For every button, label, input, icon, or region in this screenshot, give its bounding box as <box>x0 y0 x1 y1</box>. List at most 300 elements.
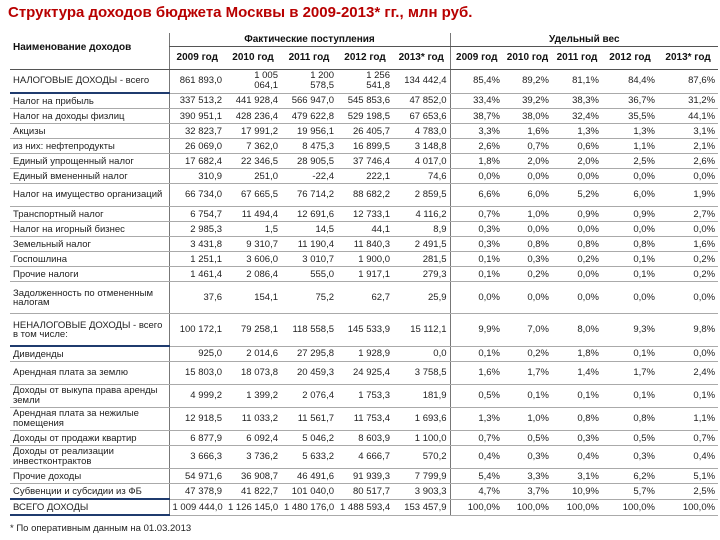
table-row <box>10 267 718 282</box>
actual-value-cell: 25,9 <box>393 282 450 314</box>
share-value-cell: 1,7% <box>602 362 658 385</box>
table-row <box>10 237 718 252</box>
row-label: Прочие доходы <box>10 469 169 484</box>
actual-value-cell: 79 258,1 <box>225 314 281 347</box>
share-value-cell: 1,9% <box>658 184 718 207</box>
share-value-cell: 0,0% <box>450 282 503 314</box>
share-value-cell: 0,0% <box>503 222 552 237</box>
actual-value-cell: 0,0 <box>393 346 450 362</box>
actual-value-cell: 46 491,6 <box>281 469 337 484</box>
actual-value-cell: 16 899,5 <box>337 139 393 154</box>
actual-value-cell: 6 754,7 <box>169 207 225 222</box>
row-label: Земельный налог <box>10 237 169 252</box>
share-value-cell: 81,1% <box>552 70 602 94</box>
budget-table <box>10 33 718 516</box>
actual-value-cell: 7 799,9 <box>393 469 450 484</box>
actual-value-cell: 1 693,6 <box>393 408 450 431</box>
actual-value-cell: 2 086,4 <box>225 267 281 282</box>
actual-value-cell: 337 513,2 <box>169 93 225 109</box>
actual-value-cell: 15 112,1 <box>393 314 450 347</box>
actual-value-cell: 11 033,2 <box>225 408 281 431</box>
table-row <box>10 499 718 515</box>
share-value-cell: 0,8% <box>552 408 602 431</box>
actual-value-cell: 80 517,7 <box>337 484 393 500</box>
table-row <box>10 252 718 267</box>
share-value-cell: 44,1% <box>658 109 718 124</box>
share-value-cell: 3,1% <box>658 124 718 139</box>
actual-value-cell: 11 840,3 <box>337 237 393 252</box>
actual-value-cell: 44,1 <box>337 222 393 237</box>
actual-value-cell: -22,4 <box>281 169 337 184</box>
share-value-cell: 2,5% <box>602 154 658 169</box>
actual-value-cell: 5 046,2 <box>281 431 337 446</box>
share-group-header: Удельный вес <box>450 33 718 47</box>
share-value-cell: 0,0% <box>503 282 552 314</box>
share-value-cell: 0,4% <box>552 446 602 469</box>
actual-value-cell: 3 758,5 <box>393 362 450 385</box>
share-value-cell: 1,7% <box>503 362 552 385</box>
share-value-cell: 10,9% <box>552 484 602 500</box>
share-value-cell: 0,0% <box>658 222 718 237</box>
share-value-cell: 0,0% <box>602 282 658 314</box>
actual-value-cell: 118 558,5 <box>281 314 337 347</box>
share-value-cell: 2,0% <box>503 154 552 169</box>
share-value-cell: 0,3% <box>503 446 552 469</box>
share-value-cell: 1,0% <box>503 207 552 222</box>
actual-value-cell: 925,0 <box>169 346 225 362</box>
actual-group-header: Фактические поступления <box>169 33 450 47</box>
actual-value-cell: 47 378,9 <box>169 484 225 500</box>
actual-value-cell: 54 971,6 <box>169 469 225 484</box>
share-value-cell: 0,7% <box>503 139 552 154</box>
row-label: Арендная плата за нежилые помещения <box>10 408 169 431</box>
actual-value-cell: 2 014,6 <box>225 346 281 362</box>
share-value-cell: 9,8% <box>658 314 718 347</box>
actual-value-cell: 222,1 <box>337 169 393 184</box>
actual-value-cell: 6 092,4 <box>225 431 281 446</box>
share-value-cell: 38,7% <box>450 109 503 124</box>
share-value-cell: 3,3% <box>450 124 503 139</box>
actual-value-cell: 12 691,6 <box>281 207 337 222</box>
actual-value-cell: 26 405,7 <box>337 124 393 139</box>
actual-value-cell: 134 442,4 <box>393 70 450 94</box>
share-value-cell: 0,2% <box>658 267 718 282</box>
share-value-cell: 35,5% <box>602 109 658 124</box>
table-row <box>10 154 718 169</box>
share-value-cell: 0,7% <box>450 207 503 222</box>
actual-value-cell: 1 461,4 <box>169 267 225 282</box>
actual-value-cell: 1 100,0 <box>393 431 450 446</box>
share-value-cell: 2,6% <box>450 139 503 154</box>
actual-value-cell: 41 822,7 <box>225 484 281 500</box>
table-row <box>10 385 718 408</box>
share-value-cell: 0,8% <box>503 237 552 252</box>
actual-value-cell: 27 295,8 <box>281 346 337 362</box>
actual-value-cell: 310,9 <box>169 169 225 184</box>
table-row <box>10 222 718 237</box>
share-value-cell: 6,2% <box>602 469 658 484</box>
actual-value-cell: 4 999,2 <box>169 385 225 408</box>
actual-value-cell: 7 362,0 <box>225 139 281 154</box>
actual-value-cell: 8,9 <box>393 222 450 237</box>
actual-value-cell: 281,5 <box>393 252 450 267</box>
share-value-cell: 4,7% <box>450 484 503 500</box>
share-value-cell: 100,0% <box>552 499 602 515</box>
table-row <box>10 139 718 154</box>
share-value-cell: 0,0% <box>552 282 602 314</box>
actual-value-cell: 101 040,0 <box>281 484 337 500</box>
actual-value-cell: 100 172,1 <box>169 314 225 347</box>
row-label: Госпошлина <box>10 252 169 267</box>
share-value-cell: 0,1% <box>503 385 552 408</box>
actual-value-cell: 154,1 <box>225 282 281 314</box>
share-value-cell: 0,2% <box>503 346 552 362</box>
share-value-cell: 6,0% <box>503 184 552 207</box>
row-label: ВСЕГО ДОХОДЫ <box>10 499 169 515</box>
table-row <box>10 469 718 484</box>
actual-value-cell: 2 985,3 <box>169 222 225 237</box>
row-label: Доходы от реализации инвестконтрактов <box>10 446 169 469</box>
actual-value-cell: 1 251,1 <box>169 252 225 267</box>
actual-year-header: 2011 год <box>281 47 337 70</box>
actual-value-cell: 1 005 064,1 <box>225 70 281 94</box>
actual-value-cell: 566 947,0 <box>281 93 337 109</box>
actual-value-cell: 4 783,0 <box>393 124 450 139</box>
share-value-cell: 89,2% <box>503 70 552 94</box>
row-label: Арендная плата за землю <box>10 362 169 385</box>
actual-value-cell: 861 893,0 <box>169 70 225 94</box>
share-value-cell: 0,3% <box>503 252 552 267</box>
share-value-cell: 5,1% <box>658 469 718 484</box>
share-value-cell: 0,3% <box>450 237 503 252</box>
actual-value-cell: 91 939,3 <box>337 469 393 484</box>
actual-value-cell: 12 918,5 <box>169 408 225 431</box>
actual-value-cell: 3 903,3 <box>393 484 450 500</box>
row-label: из них: нефтепродукты <box>10 139 169 154</box>
share-value-cell: 0,1% <box>602 267 658 282</box>
row-label: Налог на прибыль <box>10 93 169 109</box>
share-value-cell: 5,2% <box>552 184 602 207</box>
row-label: Прочие налоги <box>10 267 169 282</box>
share-value-cell: 0,3% <box>552 431 602 446</box>
actual-value-cell: 20 459,3 <box>281 362 337 385</box>
actual-value-cell: 1 200 578,5 <box>281 70 337 94</box>
actual-value-cell: 62,7 <box>337 282 393 314</box>
share-value-cell: 31,2% <box>658 93 718 109</box>
table-row <box>10 207 718 222</box>
actual-value-cell: 1,5 <box>225 222 281 237</box>
share-value-cell: 0,0% <box>658 346 718 362</box>
share-value-cell: 7,0% <box>503 314 552 347</box>
actual-value-cell: 11 190,4 <box>281 237 337 252</box>
share-value-cell: 0,9% <box>552 207 602 222</box>
share-year-header: 2012 год <box>602 47 658 70</box>
share-value-cell: 0,0% <box>503 169 552 184</box>
share-value-cell: 0,0% <box>602 222 658 237</box>
row-label: Доходы от выкупа права аренды земли <box>10 385 169 408</box>
table-row <box>10 93 718 109</box>
actual-value-cell: 279,3 <box>393 267 450 282</box>
share-value-cell: 6,0% <box>602 184 658 207</box>
share-value-cell: 0,0% <box>658 282 718 314</box>
share-value-cell: 0,0% <box>602 169 658 184</box>
actual-value-cell: 251,0 <box>225 169 281 184</box>
share-value-cell: 3,7% <box>503 484 552 500</box>
share-value-cell: 87,6% <box>658 70 718 94</box>
actual-value-cell: 1 928,9 <box>337 346 393 362</box>
share-value-cell: 0,0% <box>552 222 602 237</box>
actual-value-cell: 11 561,7 <box>281 408 337 431</box>
actual-value-cell: 3 148,8 <box>393 139 450 154</box>
actual-year-header: 2009 год <box>169 47 225 70</box>
table-row <box>10 169 718 184</box>
row-label: НАЛОГОВЫЕ ДОХОДЫ - всего <box>10 70 169 94</box>
share-value-cell: 32,4% <box>552 109 602 124</box>
share-value-cell: 39,2% <box>503 93 552 109</box>
table-row <box>10 408 718 431</box>
row-label: Налог на имущество организаций <box>10 184 169 207</box>
actual-value-cell: 14,5 <box>281 222 337 237</box>
share-value-cell: 0,8% <box>602 408 658 431</box>
share-value-cell: 0,1% <box>450 252 503 267</box>
actual-value-cell: 19 956,1 <box>281 124 337 139</box>
actual-value-cell: 17 682,4 <box>169 154 225 169</box>
share-value-cell: 0,0% <box>552 169 602 184</box>
actual-value-cell: 555,0 <box>281 267 337 282</box>
page-title: Структура доходов бюджета Москвы в 2009-2013* гг., млн руб. <box>8 4 473 21</box>
table-row <box>10 446 718 469</box>
share-value-cell: 0,1% <box>602 385 658 408</box>
actual-value-cell: 28 905,5 <box>281 154 337 169</box>
table-row <box>10 484 718 500</box>
actual-value-cell: 1 900,0 <box>337 252 393 267</box>
actual-value-cell: 32 823,7 <box>169 124 225 139</box>
row-label: Единый вмененный налог <box>10 169 169 184</box>
table-row <box>10 282 718 314</box>
share-value-cell: 0,8% <box>552 237 602 252</box>
share-value-cell: 0,3% <box>450 222 503 237</box>
share-value-cell: 0,7% <box>450 431 503 446</box>
share-value-cell: 2,1% <box>658 139 718 154</box>
actual-value-cell: 145 533,9 <box>337 314 393 347</box>
share-value-cell: 0,1% <box>602 252 658 267</box>
share-value-cell: 9,9% <box>450 314 503 347</box>
actual-value-cell: 428 236,4 <box>225 109 281 124</box>
share-value-cell: 84,4% <box>602 70 658 94</box>
share-value-cell: 0,0% <box>658 169 718 184</box>
share-value-cell: 0,0% <box>450 169 503 184</box>
share-value-cell: 100,0% <box>503 499 552 515</box>
actual-value-cell: 1 399,2 <box>225 385 281 408</box>
share-value-cell: 2,7% <box>658 207 718 222</box>
share-value-cell: 0,1% <box>450 346 503 362</box>
row-label: Субвенции и субсидии из ФБ <box>10 484 169 500</box>
share-value-cell: 1,6% <box>450 362 503 385</box>
table-row <box>10 109 718 124</box>
share-value-cell: 2,5% <box>658 484 718 500</box>
share-value-cell: 1,6% <box>658 237 718 252</box>
actual-value-cell: 37,6 <box>169 282 225 314</box>
table-row <box>10 314 718 347</box>
actual-value-cell: 181,9 <box>393 385 450 408</box>
share-value-cell: 0,2% <box>658 252 718 267</box>
share-value-cell: 38,0% <box>503 109 552 124</box>
share-value-cell: 6,6% <box>450 184 503 207</box>
share-value-cell: 0,1% <box>658 385 718 408</box>
share-value-cell: 1,3% <box>602 124 658 139</box>
share-value-cell: 5,7% <box>602 484 658 500</box>
actual-value-cell: 1 488 593,4 <box>337 499 393 515</box>
share-value-cell: 36,7% <box>602 93 658 109</box>
actual-value-cell: 67 653,6 <box>393 109 450 124</box>
share-value-cell: 1,0% <box>503 408 552 431</box>
actual-value-cell: 4 116,2 <box>393 207 450 222</box>
share-value-cell: 1,1% <box>658 408 718 431</box>
actual-value-cell: 2 491,5 <box>393 237 450 252</box>
share-value-cell: 1,8% <box>552 346 602 362</box>
share-value-cell: 0,4% <box>658 446 718 469</box>
actual-value-cell: 74,6 <box>393 169 450 184</box>
actual-value-cell: 3 010,7 <box>281 252 337 267</box>
actual-value-cell: 36 908,7 <box>225 469 281 484</box>
share-value-cell: 1,8% <box>450 154 503 169</box>
share-value-cell: 100,0% <box>602 499 658 515</box>
actual-value-cell: 1 009 444,0 <box>169 499 225 515</box>
actual-value-cell: 1 256 541,8 <box>337 70 393 94</box>
share-year-header: 2009 год <box>450 47 503 70</box>
row-label: Акцизы <box>10 124 169 139</box>
actual-value-cell: 88 682,2 <box>337 184 393 207</box>
table-row <box>10 124 718 139</box>
actual-value-cell: 76 714,2 <box>281 184 337 207</box>
actual-year-header: 2010 год <box>225 47 281 70</box>
share-value-cell: 5,4% <box>450 469 503 484</box>
table-body <box>10 70 718 516</box>
share-value-cell: 0,4% <box>450 446 503 469</box>
share-year-header: 2013* год <box>658 47 718 70</box>
actual-value-cell: 1 480 176,0 <box>281 499 337 515</box>
share-value-cell: 2,6% <box>658 154 718 169</box>
share-value-cell: 0,8% <box>602 237 658 252</box>
share-value-cell: 0,5% <box>503 431 552 446</box>
actual-value-cell: 66 734,0 <box>169 184 225 207</box>
share-value-cell: 1,6% <box>503 124 552 139</box>
actual-year-header: 2013* год <box>393 47 450 70</box>
row-label: Дивиденды <box>10 346 169 362</box>
share-value-cell: 0,1% <box>552 385 602 408</box>
actual-value-cell: 9 310,7 <box>225 237 281 252</box>
actual-year-header: 2012 год <box>337 47 393 70</box>
row-label: НЕНАЛОГОВЫЕ ДОХОДЫ - всего в том числе: <box>10 314 169 347</box>
share-value-cell: 3,1% <box>552 469 602 484</box>
share-value-cell: 9,3% <box>602 314 658 347</box>
share-value-cell: 2,0% <box>552 154 602 169</box>
share-value-cell: 1,1% <box>602 139 658 154</box>
actual-value-cell: 24 925,4 <box>337 362 393 385</box>
actual-value-cell: 1 126 145,0 <box>225 499 281 515</box>
table-row <box>10 362 718 385</box>
actual-value-cell: 479 622,8 <box>281 109 337 124</box>
share-value-cell: 100,0% <box>450 499 503 515</box>
share-value-cell: 1,4% <box>552 362 602 385</box>
row-label: Задолженность по отмененным налогам <box>10 282 169 314</box>
actual-value-cell: 3 736,2 <box>225 446 281 469</box>
share-value-cell: 8,0% <box>552 314 602 347</box>
actual-value-cell: 75,2 <box>281 282 337 314</box>
share-value-cell: 0,1% <box>450 267 503 282</box>
actual-value-cell: 3 431,8 <box>169 237 225 252</box>
actual-value-cell: 47 852,0 <box>393 93 450 109</box>
row-label: Доходы от продажи квартир <box>10 431 169 446</box>
share-value-cell: 0,5% <box>450 385 503 408</box>
share-year-header: 2010 год <box>503 47 552 70</box>
actual-value-cell: 18 073,8 <box>225 362 281 385</box>
share-value-cell: 85,4% <box>450 70 503 94</box>
row-label: Транспортный налог <box>10 207 169 222</box>
actual-value-cell: 8 475,3 <box>281 139 337 154</box>
share-value-cell: 0,3% <box>602 446 658 469</box>
share-value-cell: 3,3% <box>503 469 552 484</box>
share-value-cell: 0,1% <box>602 346 658 362</box>
actual-value-cell: 6 877,9 <box>169 431 225 446</box>
actual-value-cell: 390 951,1 <box>169 109 225 124</box>
table-row <box>10 184 718 207</box>
footnote: * По оперативным данным на 01.03.2013 <box>10 523 192 534</box>
share-value-cell: 0,6% <box>552 139 602 154</box>
actual-value-cell: 2 076,4 <box>281 385 337 408</box>
actual-value-cell: 3 666,3 <box>169 446 225 469</box>
actual-value-cell: 529 198,5 <box>337 109 393 124</box>
share-value-cell: 33,4% <box>450 93 503 109</box>
actual-value-cell: 153 457,9 <box>393 499 450 515</box>
actual-value-cell: 17 991,2 <box>225 124 281 139</box>
share-value-cell: 100,0% <box>658 499 718 515</box>
actual-value-cell: 11 753,4 <box>337 408 393 431</box>
table-row <box>10 431 718 446</box>
share-value-cell: 0,5% <box>602 431 658 446</box>
actual-value-cell: 4 666,7 <box>337 446 393 469</box>
actual-value-cell: 441 928,4 <box>225 93 281 109</box>
name-column-header: Наименование доходов <box>10 33 169 70</box>
row-label: Единый упрощенный налог <box>10 154 169 169</box>
share-value-cell: 0,0% <box>552 267 602 282</box>
table-row <box>10 346 718 362</box>
actual-value-cell: 8 603,9 <box>337 431 393 446</box>
share-value-cell: 1,3% <box>450 408 503 431</box>
actual-value-cell: 22 346,5 <box>225 154 281 169</box>
share-value-cell: 0,2% <box>552 252 602 267</box>
actual-value-cell: 26 069,0 <box>169 139 225 154</box>
actual-value-cell: 67 665,5 <box>225 184 281 207</box>
share-value-cell: 1,3% <box>552 124 602 139</box>
actual-value-cell: 15 803,0 <box>169 362 225 385</box>
row-label: Налог на игорный бизнес <box>10 222 169 237</box>
actual-value-cell: 4 017,0 <box>393 154 450 169</box>
actual-value-cell: 545 853,6 <box>337 93 393 109</box>
share-value-cell: 0,2% <box>503 267 552 282</box>
actual-value-cell: 2 859,5 <box>393 184 450 207</box>
actual-value-cell: 1 753,3 <box>337 385 393 408</box>
actual-value-cell: 570,2 <box>393 446 450 469</box>
actual-value-cell: 12 733,1 <box>337 207 393 222</box>
table-row <box>10 70 718 94</box>
share-year-header: 2011 год <box>552 47 602 70</box>
share-value-cell: 38,3% <box>552 93 602 109</box>
actual-value-cell: 3 606,0 <box>225 252 281 267</box>
actual-value-cell: 5 633,2 <box>281 446 337 469</box>
share-value-cell: 0,9% <box>602 207 658 222</box>
actual-value-cell: 1 917,1 <box>337 267 393 282</box>
